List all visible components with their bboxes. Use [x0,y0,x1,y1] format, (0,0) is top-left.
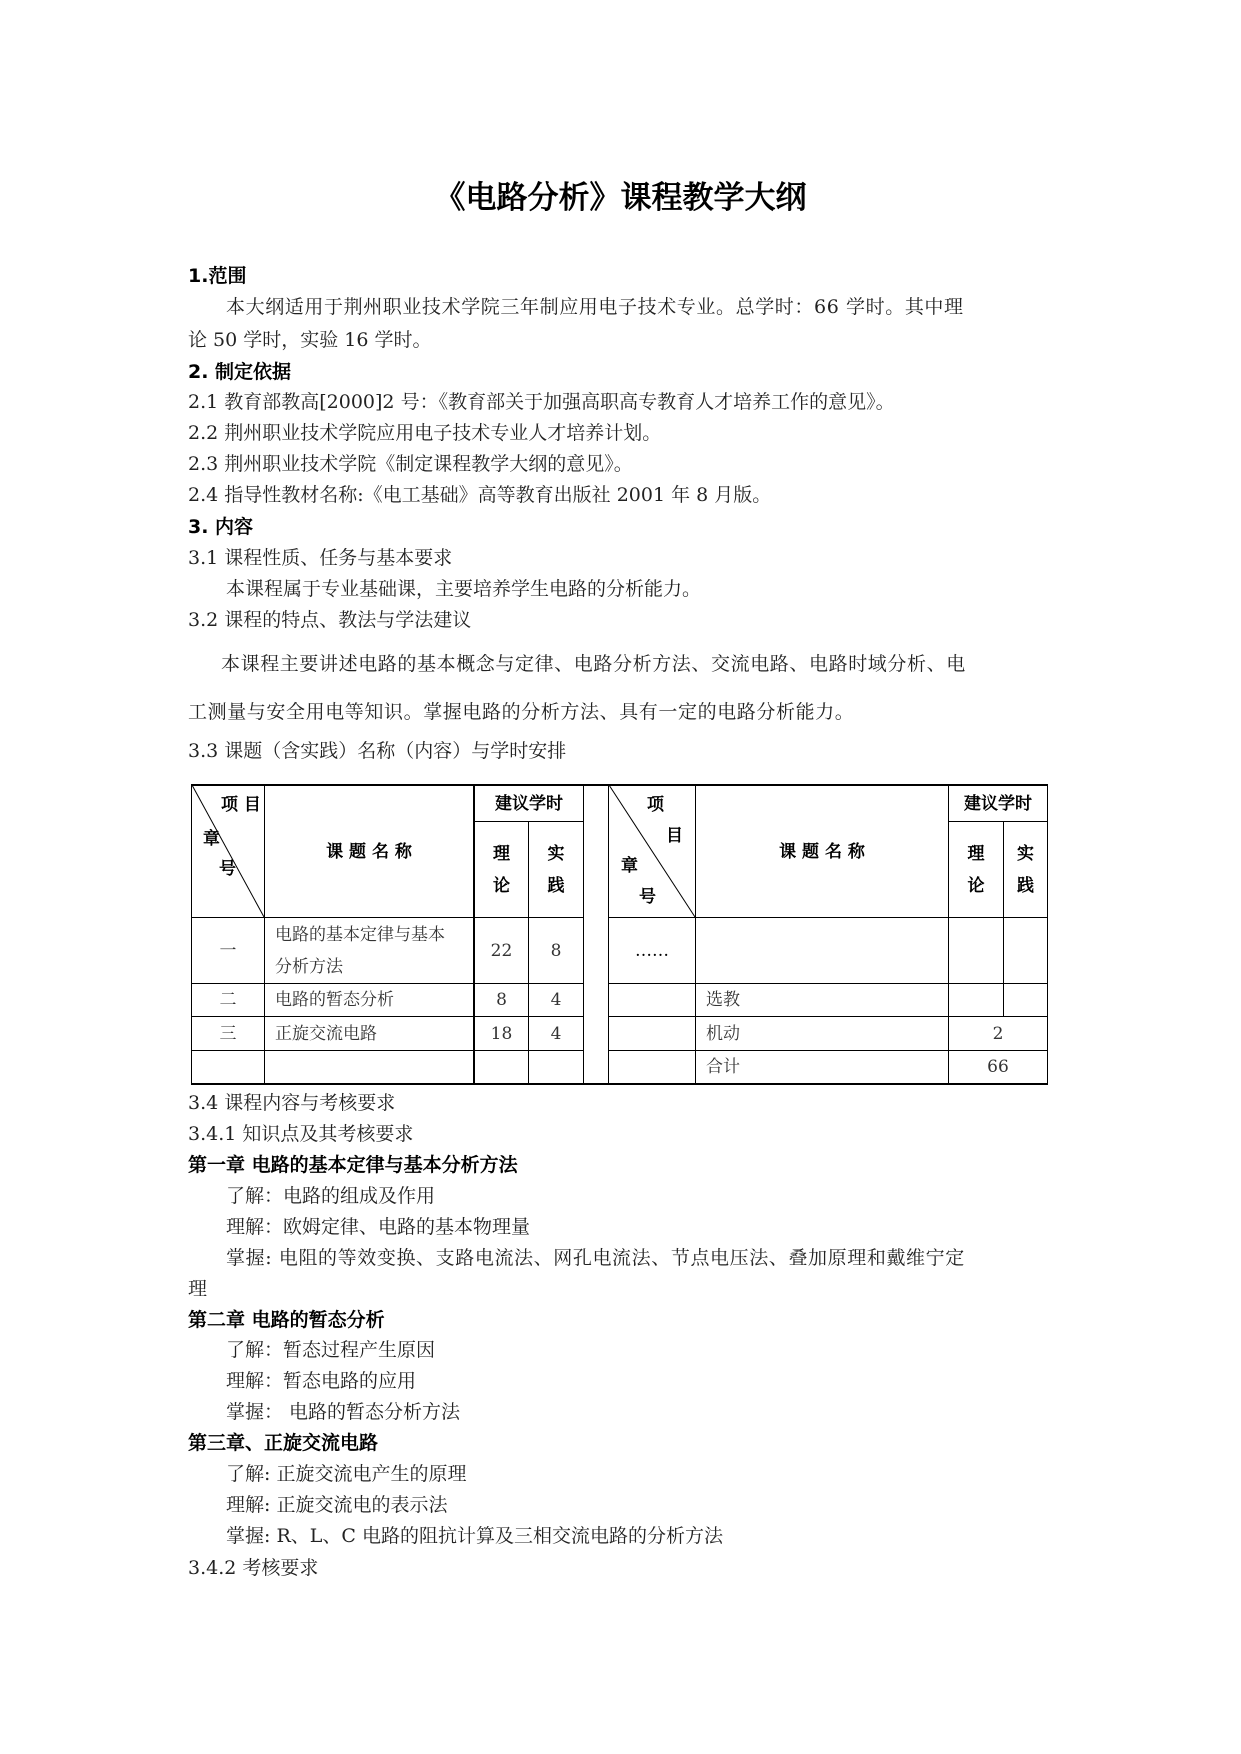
chapter-1-heading: 第一章 电路的基本定律与基本分析方法 [188,1154,518,1176]
table-border-bottom [191,1083,1048,1085]
header-theory-right [949,822,1003,917]
chapter-2-heading: 第二章 电路的暂态分析 [188,1309,385,1331]
right-row-elective-topic: 选教 [706,990,740,1010]
table-border-right [1047,784,1048,1085]
section-1-paragraph-line1: 本大纲适用于荆州职业技术学院三年制应用电子技术专业。总学时：66 学时。其中理 [226,296,964,318]
section-3-2-body-line1: 本课程主要讲述电路的基本概念与定律、电路分析方法、交流电路、电路时域分析、电 [221,653,966,675]
basis-item-2-1: 2.1 教育部教高[2000]2 号：《教育部关于加强高职高专教育人才培养工作的意见》。 [188,391,895,413]
section-2-heading: 2. 制定依据 [188,361,292,383]
header-hours-left: 建议学时 [495,793,563,814]
basis-item-2-2: 2.2 荆州职业技术学院应用电子技术专业人才培养计划。 [188,422,662,444]
chapter-3-comprehend: 理解: 正旋交流电的表示法 [226,1494,448,1516]
section-3-4-2-heading: 3.4.2 考核要求 [188,1557,319,1579]
header-theory-char-1: 理 [493,843,510,864]
chapter-2-comprehend: 理解：暂态电路的应用 [226,1370,417,1392]
row-1-chapter: 一 [219,940,237,961]
section-3-3-heading: 3.3 课题（含实践）名称（内容）与学时安排 [188,740,567,762]
section-3-2-heading: 3.2 课程的特点、教法与学法建议 [188,609,472,631]
schedule-table [191,784,1048,1085]
header-chapter-label-left-2: 号 [219,859,236,879]
right-row-total-hours: 66 [987,1057,1009,1077]
section-1-paragraph-line2: 论 50 学时，实验 16 学时。 [188,329,432,351]
header-chapter-label-right-1: 章 [621,856,638,876]
basis-item-2-4: 2.4 指导性教材名称:《电工基础》高等教育出版社 2001 年 8 月版。 [188,484,772,506]
header-theory-char-2: 论 [967,875,985,896]
chapter-2-understand: 了解：暂态过程产生原因 [226,1339,436,1361]
section-3-heading: 3. 内容 [188,516,254,538]
chapter-2-master: 掌握： 电路的暂态分析方法 [226,1401,461,1423]
table-rule [583,784,584,1085]
chapter-1-understand: 了解：电路的组成及作用 [226,1185,436,1207]
header-item-label-right-2: 目 [666,826,683,846]
chapter-1-comprehend: 理解：欧姆定律、电路的基本物理量 [226,1216,531,1238]
right-row-total-topic: 合计 [706,1057,740,1077]
header-practice-char-1: 实 [1017,843,1034,864]
row-3-chapter: 三 [219,1023,237,1044]
chapter-3-understand: 了解: 正旋交流电产生的原理 [226,1463,467,1485]
header-theory-char-1: 理 [967,843,985,864]
row-1-practice: 8 [550,940,562,961]
header-theory-left [475,822,528,917]
header-chapter-label-left-1: 章 [203,829,220,849]
chapter-1-master-line2: 理 [188,1278,208,1300]
basis-item-2-3: 2.3 荆州职业技术学院《制定课程教学大纲的意见》。 [188,453,633,475]
section-3-1-body: 本课程属于专业基础课，主要培养学生电路的分析能力。 [226,578,702,600]
header-practice-right [1004,822,1047,917]
chapter-3-master: 掌握: R、L、C 电路的阻抗计算及三相交流电路的分析方法 [226,1525,723,1547]
section-3-2-body-line2: 工测量与安全用电等知识。掌握电路的分析方法、具有一定的电路分析能力。 [188,701,855,723]
row-2-theory: 8 [496,990,507,1010]
right-row-flexible-hours: 2 [992,1023,1004,1044]
section-3-1-heading: 3.1 课程性质、任务与基本要求 [188,547,453,569]
table-rule [191,1050,583,1051]
row-2-topic: 电路的暂态分析 [275,990,394,1010]
section-3-4-heading: 3.4 课程内容与考核要求 [188,1092,396,1114]
header-topic-left: 课 题 名 称 [326,841,412,862]
header-theory-char-2: 论 [493,875,510,896]
document-title: 《电路分析》课程教学大纲 [434,180,807,216]
chapter-3-heading: 第三章、正旋交流电路 [188,1432,379,1454]
chapter-1-master-line1: 掌握: 电阻的等效变换、支路电流法、网孔电流法、节点电压法、叠加原理和戴维宁定 [226,1247,965,1269]
row-2-chapter: 二 [219,990,237,1010]
row-3-topic: 正旋交流电路 [275,1023,377,1044]
header-practice-left [529,822,583,917]
header-chapter-label-right-2: 号 [639,887,656,907]
row-1-topic-line1: 电路的基本定律与基本 [275,924,445,945]
right-row-1-chapter-ellipsis: …… [635,940,669,961]
header-item-label-left: 项 目 [221,795,261,815]
row-1-theory: 22 [490,940,513,961]
section-3-4-1-heading: 3.4.1 知识点及其考核要求 [188,1123,414,1145]
row-3-practice: 4 [550,1023,562,1044]
row-2-practice: 4 [550,990,562,1010]
header-practice-char-2: 践 [1017,875,1034,896]
right-row-flexible-topic: 机动 [706,1023,740,1044]
section-1-heading: 1.范围 [188,265,247,287]
header-practice-char-2: 践 [547,875,565,896]
row-3-theory: 18 [490,1023,513,1044]
header-practice-char-1: 实 [547,843,565,864]
row-1-topic-line2: 分析方法 [275,956,343,977]
row-1-topic [265,918,473,983]
header-hours-right: 建议学时 [964,793,1032,814]
header-item-label-right-1: 项 [647,795,664,815]
header-topic-right: 课 题 名 称 [779,841,865,862]
